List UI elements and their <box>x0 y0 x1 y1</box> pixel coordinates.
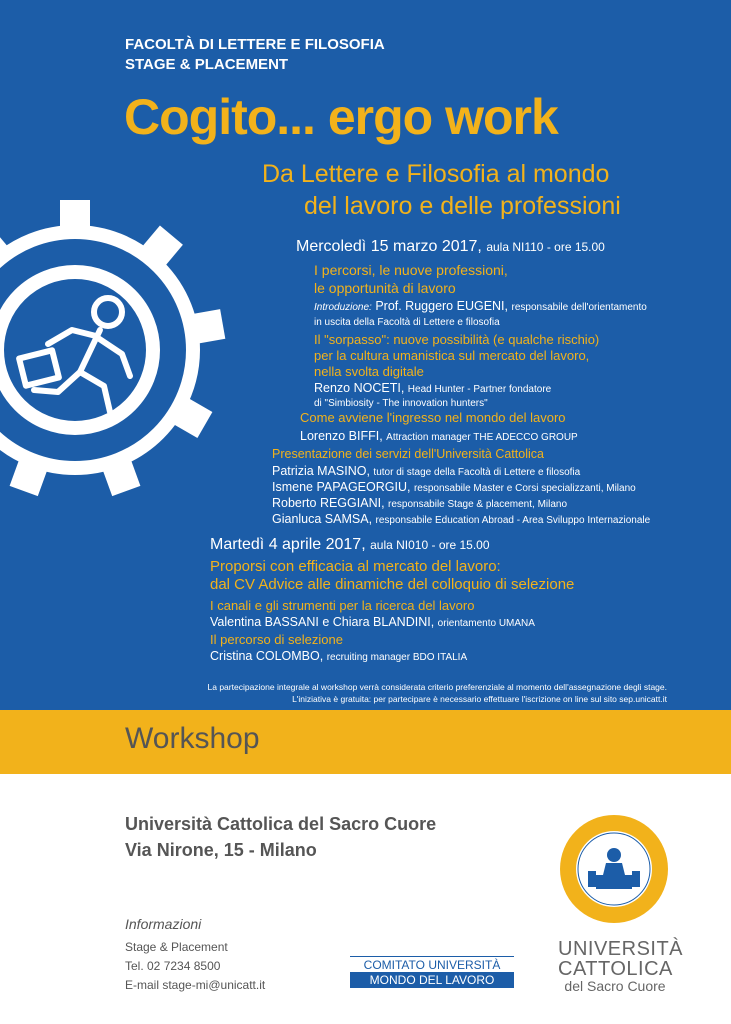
note-line2: L'iniziativa è gratuita: per partecipare è necessario effettuare l'iscrizione on line sul sito sep.unicatt.it <box>292 694 667 704</box>
session1-topic1-line1: I percorsi, le nuove professioni, <box>314 262 508 278</box>
session2-topic1-line1: Proporsi con efficacia al mercato del lavoro: <box>210 558 501 575</box>
session1-topic1-line2: le opportunità di lavoro <box>314 280 456 296</box>
session2-date: Martedì 4 aprile 2017, aula NI010 - ore 15.00 <box>210 536 490 553</box>
session1-speaker2-role: di "Simbiosity - The innovation hunters" <box>314 398 488 409</box>
logo-line1: UNIVERSITÀ <box>558 938 684 960</box>
session1-topic2-line3: nella svolta digitale <box>314 364 424 379</box>
session1-speaker4-0: Patrizia MASINO, tutor di stage della Facoltà di Lettere e filosofia <box>272 464 581 478</box>
session1-topic2-line2: per la cultura umanistica sul mercato del lavoro, <box>314 348 590 363</box>
info-phone: Tel. 02 7234 8500 <box>125 959 221 973</box>
gear-icon <box>0 140 300 560</box>
session1-speaker4-3: Gianluca SAMSA, responsabile Education Abroad - Area Sviluppo Internazionale <box>272 512 651 526</box>
info-email: E-mail stage-mi@unicatt.it <box>125 978 266 992</box>
university-seal-icon <box>558 813 670 925</box>
subtitle-line2: del lavoro e delle professioni <box>304 192 621 220</box>
logo-line3: del Sacro Cuore <box>564 978 666 994</box>
session1-date: Mercoledì 15 marzo 2017, aula NI110 - ore 15.00 <box>296 238 605 255</box>
session1-topic2-line1: Il "sorpasso": nuove possibilità (e qualche rischio) <box>314 332 600 347</box>
session1-topic3: Come avviene l'ingresso nel mondo del lavoro <box>300 410 566 425</box>
session1-speaker4-2: Roberto REGGIANI, responsabile Stage & placement, Milano <box>272 496 568 510</box>
session2-speaker2: Valentina BASSANI e Chiara BLANDINI, orientamento UMANA <box>210 615 535 629</box>
session1-speaker2: Renzo NOCETI, Head Hunter - Partner fondatore <box>314 381 552 395</box>
workshop-band <box>0 710 731 774</box>
session2-speaker3: Cristina COLOMBO, recruiting manager BDO ITALIA <box>210 649 468 663</box>
runner-with-briefcase-icon <box>19 298 130 412</box>
address: Via Nirone, 15 - Milano <box>125 840 317 860</box>
comitato-line2: MONDO DEL LAVORO <box>350 972 514 988</box>
page-title: Cogito... ergo work <box>124 89 558 145</box>
session1-intro-role: in uscita della Facoltà di Lettere e filosofia <box>314 317 500 328</box>
info-unit: Stage & Placement <box>125 940 228 954</box>
info-heading: Informazioni <box>125 916 202 932</box>
session1-speaker4-1: Ismene PAPAGEORGIU, responsabile Master e Corsi specializzanti, Milano <box>272 480 636 494</box>
note-line1: La partecipazione integrale al workshop verrà considerata criterio preferenziale al momento dell'assegnazione degli stage. <box>207 682 667 692</box>
subtitle-line1: Da Lettere e Filosofia al mondo <box>262 160 610 188</box>
session1-speaker3: Lorenzo BIFFI, Attraction manager THE ADECCO GROUP <box>300 429 578 443</box>
comitato-line1: COMITATO UNIVERSITÀ <box>350 956 514 972</box>
session1-topic4: Presentazione dei servizi dell'Università Cattolica <box>272 447 544 461</box>
logo-line2: CATTOLICA <box>558 958 673 980</box>
unit-name: STAGE & PLACEMENT <box>125 56 289 73</box>
workshop-label: Workshop <box>125 722 260 755</box>
faculty-name: FACOLTÀ DI LETTERE E FILOSOFIA <box>125 36 385 53</box>
comitato-logo <box>350 956 514 988</box>
session2-topic3: Il percorso di selezione <box>210 632 343 647</box>
session1-intro: Introduzione: Prof. Ruggero EUGENI, responsabile dell'orientamento <box>314 299 647 313</box>
session2-topic2: I canali e gli strumenti per la ricerca del lavoro <box>210 598 475 613</box>
session2-topic1-line2: dal CV Advice alle dinamiche del colloquio di selezione <box>210 576 575 593</box>
university-name: Università Cattolica del Sacro Cuore <box>125 814 437 834</box>
